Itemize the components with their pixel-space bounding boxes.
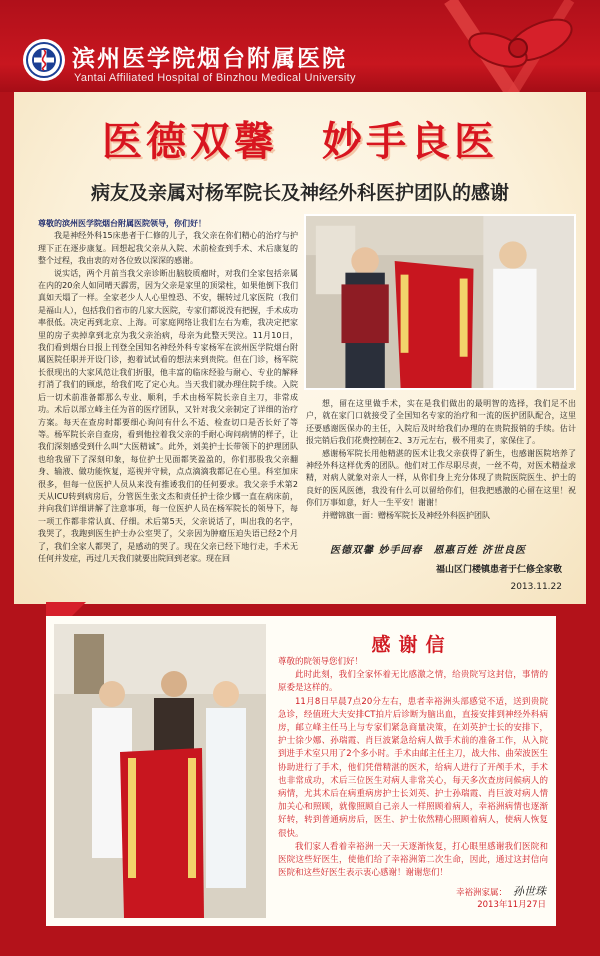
thank-you-signature [456,886,546,911]
page-header [0,0,600,92]
hospital-name-en: Yantai Affiliated Hospital of Binzhou Medical University [74,72,356,84]
letter-one-salute: 尊敬的滨州医学院烟台附属医院领导，你们好！ [38,219,206,228]
poster-panel [14,92,586,604]
letter-two [306,398,576,522]
signer-name: 福山区门楼镇患者于仁修全家敬 [435,565,562,575]
poster-subtitle: 病友及亲属对杨军院长及神经外科医护团队的感谢 [90,182,509,204]
letter-two-signature [436,562,562,596]
thank-you-salute: 尊敬的院领导您们好！ [278,657,364,667]
handwritten-signature: 孙世珠 [513,885,546,898]
thank-you-letter-panel [46,616,556,926]
thank-you-signer: 幸裕洲家属： [455,888,507,898]
letter-one-paragraph: 说实话，两个月前当我父亲诊断出脑胶质瘤时，对我们全家包括亲属在内的20余人如同晴天霹雳，因为父亲是家里的顶梁柱，如果他倒下我们真如天塌了一样。全家老少人人心里惶恐、不安，辗转过几家医院（我们是福山人），包括我们省市的几家大医院，专家们都说没有把握，手术成功率很低。决定再到北京、上海。可家庭网络让我们左右为难，我决定把家里的房子卖掉拿到北京为我父亲治病，母亲为此整天哭泣。11月10日，我们看到烟台日报上刊登全国知名神经外科专家杨军在滨州医学院烟台附属医院任职并开设门诊，抱着试试看的想法来到贵院。但在门诊，杨军院长很现出的大家风范让我们折服，他丰富的临床经验与耐心、专业的解释打消了我们的顾虑，给我们吃了定心丸。当天我们就办理住院手续。入院后一切术前准备都那么专业、顺利，手术由杨军院长亲自主刀，非常成功。术后以部立峰主任为首的医疗团队，又针对我父亲制定了详细的治疗方案。每天在查房时都要细心询问有什么不适、检查切口是否长好了等等。杨军院长亲自查房，看到他拉着我父亲的手耐心询问病情的样子，让我们深刻感受到什么叫“大医精诚”。此外，刘美护士长带领下的护理团队也给我留下了深刻印象，每位护士见面都笑盈盈的，你们那股我父亲翻身、输液、做功能恢复，巡视并守候，点点滴滴我都记在心里。科室加床很多，但每一位医护人员从来没有推诿我们的任何要求。我父亲手术第2天从ICU转到病房后，分管医生张文杰和责任护士徐少娜一直在病床前，并向我们详细讲解了注意事项，每一位医护人员在杨军院长的领导下，每一项工作都非常认真、仔细。术后第5天，父亲说话了，叫出我的名字，我哭了，我跑到医生护士办公室哭了，父亲因为肿瘤压迫失语已经2个月了，我们全家人都哭了，是感动的哭了。现在父亲已经下地行走，手术无任何并发症，再过几天我们就要出院回到老家。现在回 [38,268,298,563]
letter-two-paragraph: 想，留在这里做手术，实在是我们做出的最明智的选择，我们足不出户，就在家门口就接受了全国知名专家的治疗和一流的医护团队配合，这里还要感谢医保办的主任，入院后及时给我们办理的在贵院报销的手续。估计报完销后我们花费控制在2、3万元左右，极不用卖了，家保住了。 [306,399,576,446]
poster-title: 医德双馨 妙手良医 [102,118,498,165]
thank-you-paragraph: 我们家人看着幸裕洲一天一天逐渐恢复，打心眼里感谢我们医院和医院这些好医生，使他们给了幸裕洲第二次生命，因此，通过这封信向医院和这些好医生表示衷心感谢！谢谢您们！ [278,841,548,879]
thank-you-letter [278,656,548,880]
signature-date: 2013.11.22 [510,582,562,592]
photo-family-presenting-banner [54,624,266,918]
letter-one-paragraph: 我是神经外科15床患者于仁修的儿子，我父亲在你们精心的治疗与护理下正在逐步康复。回想起我父亲从入院、术前检查到手术、术后康复的整个过程，我由衷的对各位致以深深的感谢。 [38,231,298,266]
hospital-name-cn: 滨州医学院烟台附属医院 [72,45,347,72]
letter-two-paragraph: 感谢杨军院长用他精湛的医术让我父亲获得了新生，也感谢医院培养了神经外科这样优秀的团队。他们对工作尽职尽责，一丝不苟，对医术精益求精，对病人就象对亲人一样，从你们身上充分体现了贵院医院医生、护士的良好的医风医德，我没有什么可以留给你们，但我把感激的心留在这里！祝你们万事如意，好人一生平安！谢谢！ [306,448,576,508]
thank-you-paragraph: 此时此刻，我们全家怀着无比感激之情，给贵院写这封信，事情的原委是这样的。 [278,670,548,694]
thank-you-date: 2013年11月27日 [477,900,546,910]
thank-you-title: 感谢信 [371,634,453,656]
banner-inscription: 医德双馨 妙手回春 恩惠百姓 济世良医 [330,545,526,556]
letter-two-paragraph: 并赠锦旗一面：赠杨军院长及神经外科医护团队 [322,510,490,520]
thank-you-paragraph: 11月8日早晨7点20分左右，患者幸裕洲头部感觉不适，送到贵院急诊，经值班大夫安排CT拍片后诊断为脑出血，直接安排到神经外科病房，邮立峰主任马上与专家们紧急商量决策，在刘英护士长的安排下，护士徐少娜、孙瑞霞、肖巨波紧急给病人做手术前的准备工作，从入院到进手术室只用了2个多小时。手术由邮主任主刀，战大伟、曲荣波医生协助进行了手术，他们凭借精湛的医术，给病人进行了开颅手术，手术也非常成功，术后三位医生对病人非常关心，每天多次查房问候病人的病情，尤其术后在病重病房护士长刘英、护士孙瑞霞、肖巨波对病人情加关心和照顾，就像照顾自己亲人一样照顾着病人，幸裕洲病情也逐渐好转，转到普通病房后，医生、护士依然精心照顾着病人，使病人恢复很快。 [278,696,548,839]
letter-one [38,218,298,594]
hospital-emblem-icon [22,38,66,82]
photo-patient-family-with-doctor [304,214,576,390]
